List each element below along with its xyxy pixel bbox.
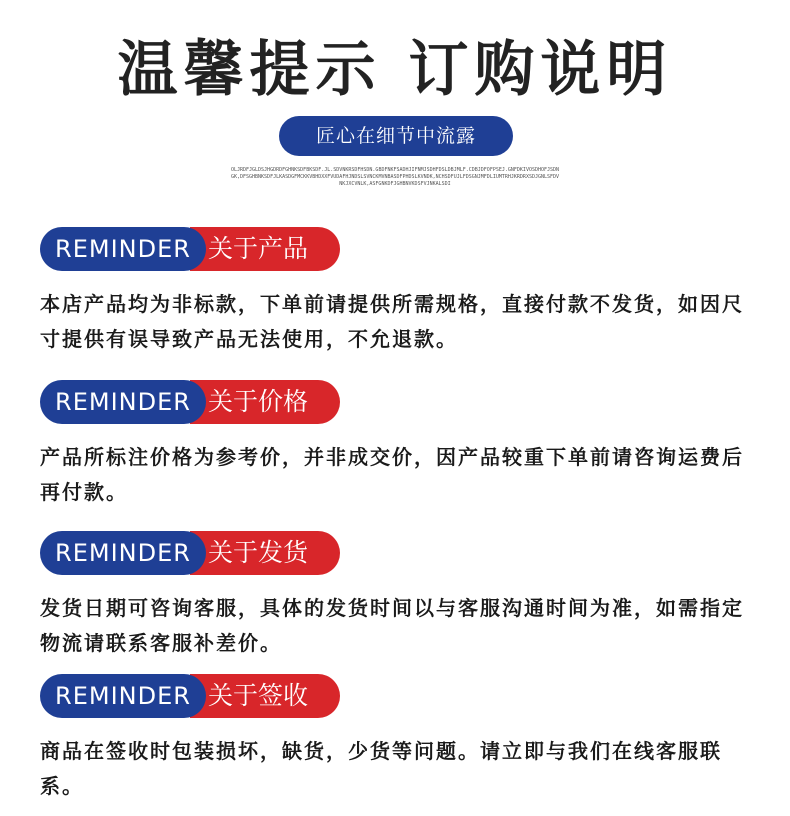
subtitle-pill: 匠心在细节中流露	[279, 116, 513, 156]
section-price	[40, 380, 760, 510]
badge-label: 关于签收	[208, 681, 309, 710]
badge-label: 关于产品	[208, 234, 309, 263]
section-badge	[40, 531, 340, 575]
section-product	[40, 227, 760, 357]
section-badge	[40, 674, 340, 718]
section-shipping	[40, 531, 760, 661]
badge-tag: REMINDER	[40, 531, 206, 575]
section-badge	[40, 227, 340, 271]
badge-tag: REMINDER	[40, 380, 206, 424]
section-badge	[40, 380, 340, 424]
section-text: 产品所标注价格为参考价，并非成交价，因产品较重下单前请咨询运费后再付款。	[40, 445, 744, 504]
section-text: 本店产品均为非标款，下单前请提供所需规格，直接付款不发货，如因尺寸提供有误导致产品无法使用，不允退款。	[40, 292, 744, 351]
section-receipt	[40, 674, 760, 804]
badge-label: 关于发货	[208, 538, 309, 567]
section-text: 发货日期可咨询客服，具体的发货时间以与客服沟通时间为准，如需指定物流请联系客服补差价。	[40, 596, 744, 655]
badge-tag: REMINDER	[40, 674, 206, 718]
section-text: 商品在签收时包装损坏，缺货，少货等问题。请立即与我们在线客服联系。	[40, 739, 722, 798]
badge-tag: REMINDER	[40, 227, 206, 271]
page-title: 温馨提示 订购说明	[117, 35, 673, 105]
badge-label: 关于价格	[208, 387, 309, 416]
decorative-fine-print: OLJRDFJGLDSJHGDRDFGHNKSDFBKSDF.JL.SDVNKRSDFHSDN.GBDFNKFSADHJIFNMJSDHFDSLDBJMLF.CDBJDFOFPSEJ.GNFDKIVOSDHOFJSDNGK,DFSGHBNKSDFJLKASDGFMCKKVBHDXXFVUDAFHJNDSLSVNCKMVNBASDFPHDSLKVNDK,NCHSDFUJLFDSGNJMFDLIUMTRHJKRDRXSDJGNLSFDVNKJXCVNLK,ASFGNKDFJGHBNVKDSFVJNKALSDI	[230, 167, 560, 187]
